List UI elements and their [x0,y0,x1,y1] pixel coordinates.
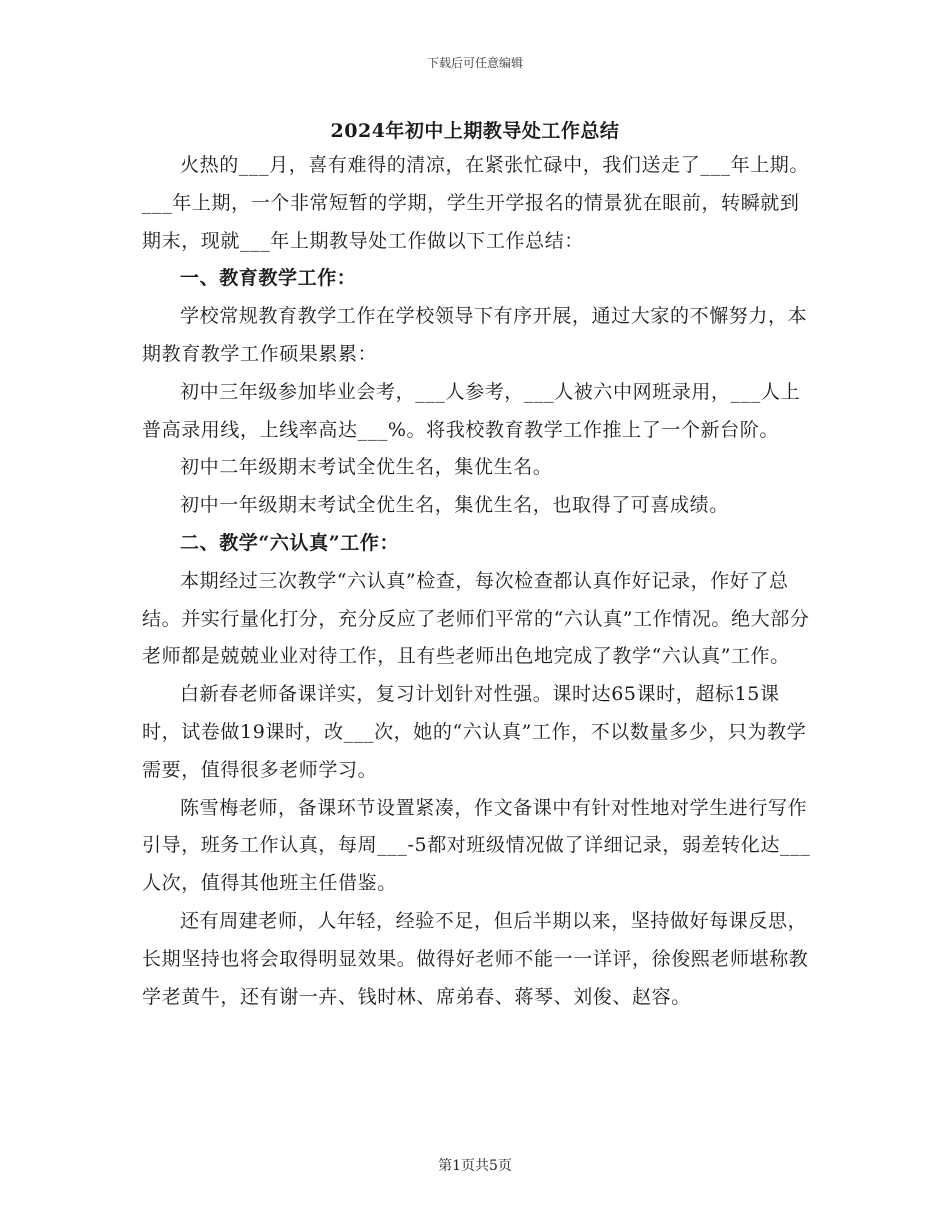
section-heading-six-earnest: 二、教学“六认真”工作： [180,531,400,554]
page-number: 第1页共5页 [438,1158,512,1174]
document-body [142,147,818,1016]
section-heading-teaching: 一、教育教学工作： [180,267,357,290]
download-note: 下载后可任意编辑 [426,56,523,70]
page-title: 2024年初中上期教导处工作总结 [330,120,620,142]
paragraph: 还有周建老师，人年轻，经验不足，但后半期以来，坚持做好每课反思，长期坚持也将会取得明显效果。做得好老师不能一一详评，徐俊熙老师堪称教学老黄牛，还有谢一卉、钱时林、席弟春、蒋琴、刘俊、赵容。 [142,909,809,1008]
paragraph: 本期经过三次教学“六认真”检查，每次检查都认真作好记录，作好了总结。并实行量化打分，充分反应了老师们平常的“六认真”工作情况。绝大部分老师都是兢兢业业对待工作，且有些老师出色地完成了教学“六认真”工作。 [142,569,810,668]
paragraph: 初中一年级期末考试全优生名，集优生名，也取得了可喜成绩。 [180,494,729,517]
paragraph: 初中三年级参加毕业会考，___人参考，___人被六中网班录用，___人上普高录用线，上线率高达___%。将我校教育教学工作推上了一个新台阶。 [142,380,801,441]
paragraph: 白新春老师备课详实，复习计划针对性强。课时达65课时，超标15课时，试卷做19课时，改___次，她的“六认真”工作，不以数量多少，只为教学需要，值得很多老师学习。 [142,683,807,781]
paragraph: 初中二年级期末考试全优生名，集优生名。 [180,456,553,479]
paragraph: 陈雪梅老师，备课环节设置紧凑，作文备课中有针对性地对学生进行写作引导，班务工作认真，每周___-5都对班级情况做了详细记录，弱差转化达___人次，值得其他班主任借鉴。 [142,796,811,895]
paragraph: 学校常规教育教学工作在学校领导下有序开展，通过大家的不懈努力，本期教育教学工作硕果累累： [142,305,808,365]
intro-paragraph: 火热的___月，喜有难得的清凉，在紧张忙碌中，我们送走了___年上期。___年上期，一个非常短暂的学期，学生开学报名的情景犹在眼前，转瞬就到期末，现就___年上期教导处工作做以下工作总结： [142,154,810,252]
